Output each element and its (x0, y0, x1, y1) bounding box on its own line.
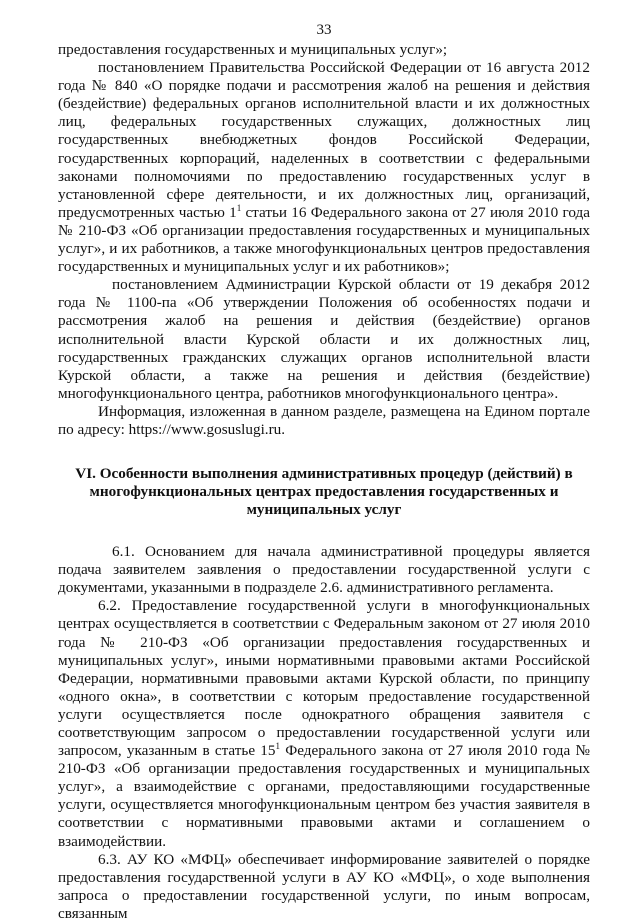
paragraph-government-decree (58, 59, 590, 276)
paragraph-6-3: 6.3. АУ КО «МФЦ» обеспечивает информирование заявителей о порядке предоставления государственной услуги в АУ КО «МФЦ», о ходе выполнения запроса о предоставлении государственной услуги, по иным вопросам, связанным (58, 850, 590, 922)
paragraph-6-2 (58, 597, 590, 850)
paragraph-text-part: статьи 16 Федерального закона от 27 июля 2010 года № 210-ФЗ «Об организации предоставления государственных и муниципальных услуг», и их работников, а также многофункциональных центров предоставления государственных и муниципальных услуг и их работников»; (58, 203, 590, 276)
superscript: 1 (236, 202, 242, 213)
section-heading: VI. Особенности выполнения административных процедур (действий) в многофункциональных центрах предоставления государственных и муниципальных услуг (75, 465, 573, 519)
superscript: 1 (275, 741, 280, 752)
paragraph-kursk-decree: постановлением Администрации Курской области от 19 декабря 2012 года № 1100-па «Об утверждении Положения об особенностях подачи и рассмотрения жалоб на решения и действия (бездействие) органов исполнительной власти Курской области и их должностных лиц, государственных гражданских служащих органов исполнительной власти Курской области, а также на решения и действия (бездействие) многофункционального центра, работников многофункционального центра». (58, 276, 590, 402)
paragraph-6-1: 6.1. Основанием для начала административной процедуры является подача заявителем заявления о предоставлении государственной услуги с документами, указанными в подразделе 2.6. административного регламента. (58, 543, 590, 597)
page-number: 33 (316, 22, 332, 38)
paragraph-text-part: Федерального закона от 27 июля 2010 года № 210-ФЗ «Об организации предоставления государственных и муниципальных услуг», а взаимодействие с органами, предоставляющими государственные услуги, осуществляется многофункциональным центром без участия заявителя в соответствии с нормативными правовыми актами и соглашением о взаимодействии. (58, 742, 590, 850)
paragraph-portal-info: Информация, изложенная в данном разделе, размещена на Едином портале по адресу: https://www.gosuslugi.ru. (58, 402, 590, 438)
paragraph-text-part: постановлением Правительства Российской Федерации от 16 августа 2012 года № 840 «О порядке подачи и рассмотрения жалоб на решения и действия (бездействие) федеральных органов исполнительной власти и их должностных лиц, федеральных государственных служащих, должностных лиц государственных внебюджетных фондов Российской Федерации, государственных корпораций, наделенных в соответствии с федеральными законами полномочиями по предоставлению государственных услуг в установленной сфере деятельности, и их должностных лиц, организаций, предусмотренных частью 1 (58, 59, 590, 221)
paragraph-continuation: предоставления государственных и муниципальных услуг»; (58, 41, 448, 58)
paragraph-text-part: 6.2. Предоставление государственной услуги в многофункциональных центрах осуществляется в соответствии с Федеральным законом от 27 июля 2010 года № 210-ФЗ «Об организации предоставления государственных и муниципальных услуг», иными нормативными правовыми актами Российской Федерации, нормативными правовыми актами Курской области, по принципу «одного окна», в соответствии с которым предоставление государственной услуги осуществляется после однократного обращения заявителя с соответствующим запросом о предоставлении государственной услуги или запросом, указанным в статье 15 (58, 597, 590, 760)
